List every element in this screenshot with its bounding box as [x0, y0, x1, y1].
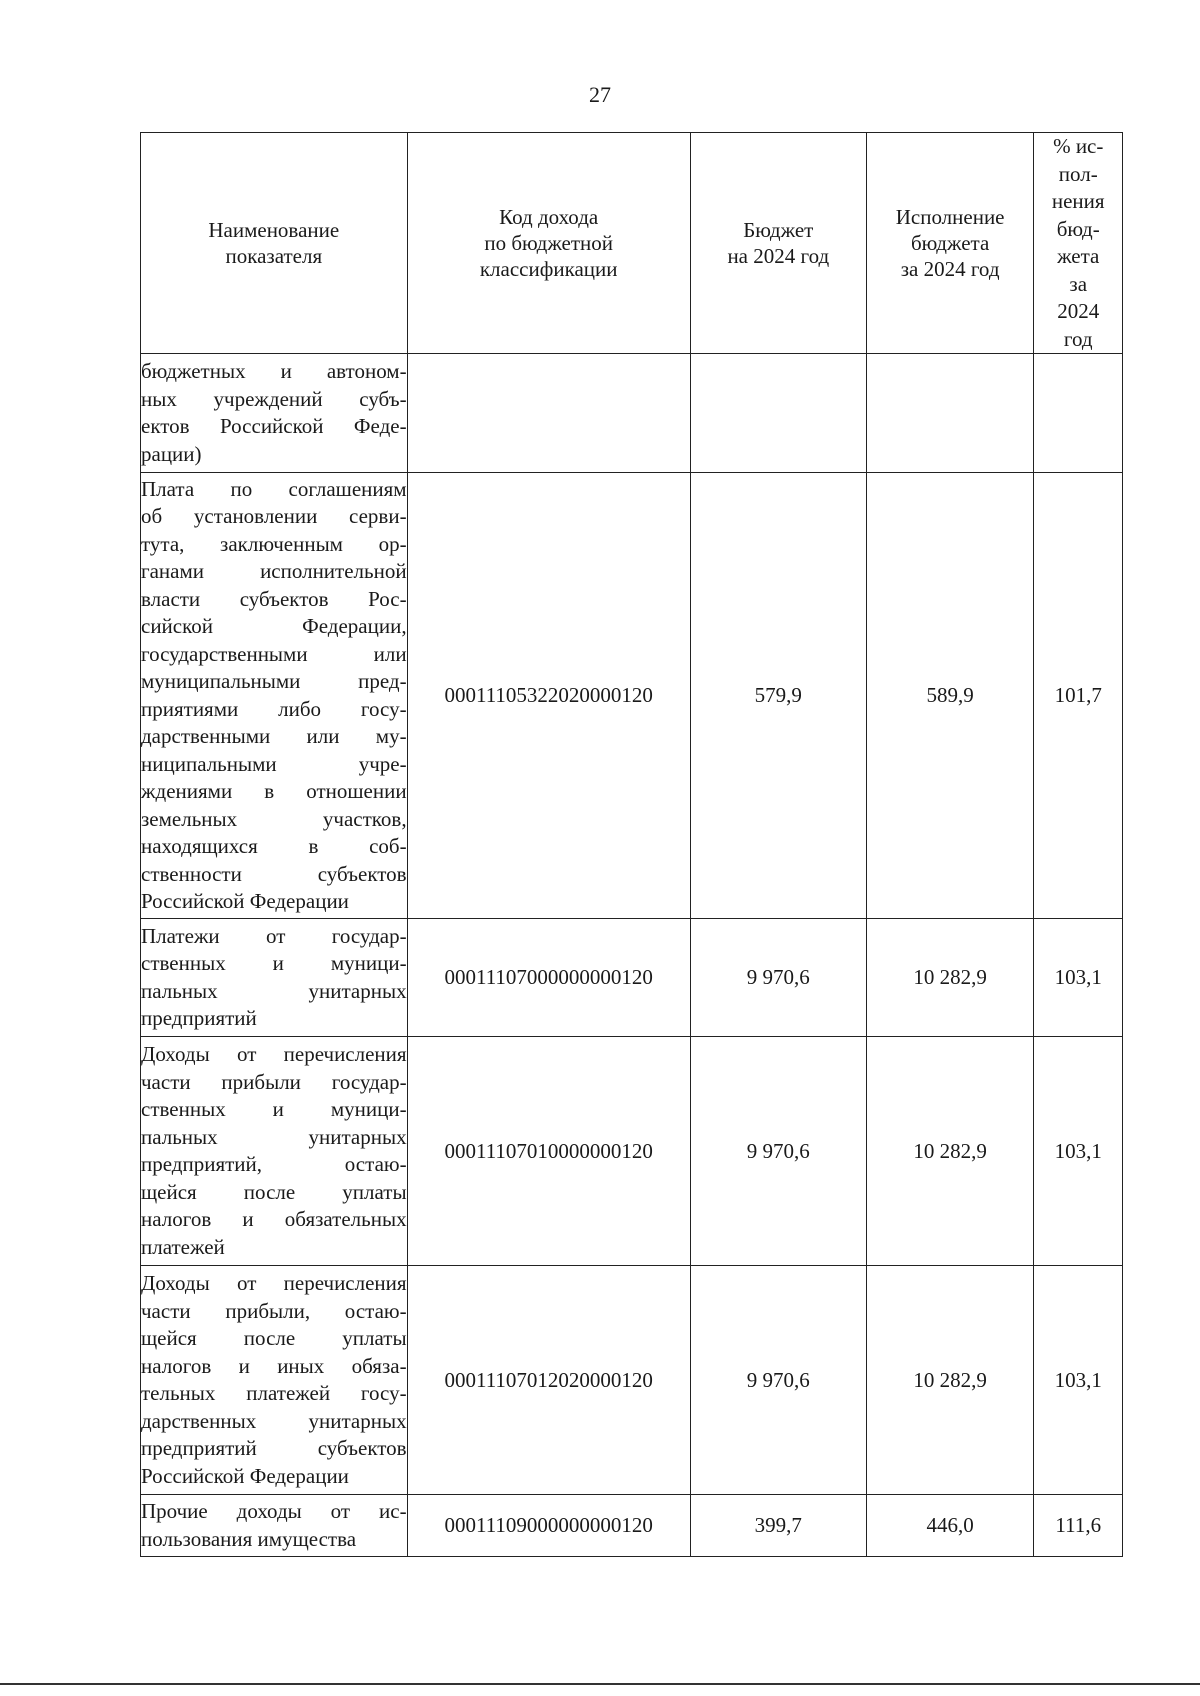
- row-name-line: ектов Российской Феде-: [141, 414, 407, 438]
- row-name-line: налогов и иных обяза-: [141, 1353, 407, 1378]
- row-name-line: муниципальными пред-: [141, 669, 407, 693]
- header-name: [141, 133, 408, 354]
- row-code: 00011105322020000120: [407, 473, 690, 919]
- row-name-line: части прибыли, остаю-: [141, 1298, 407, 1323]
- header-line: по бюджетной: [484, 231, 614, 255]
- table-row: [141, 473, 1123, 919]
- header-line: бюджета: [910, 231, 990, 255]
- bottom-rule: [0, 1683, 1200, 1685]
- header-line: на 2024 год: [727, 244, 830, 268]
- row-name-line: ственных и муници-: [141, 951, 407, 975]
- header-line: год: [1063, 326, 1093, 351]
- header-line: Наименование: [208, 218, 340, 242]
- row-name-line: щейся после уплаты: [141, 1179, 407, 1204]
- row-percent: 103,1: [1034, 1266, 1123, 1495]
- row-percent: [1034, 354, 1123, 473]
- row-name-line: ственности субъектов: [141, 861, 407, 886]
- header-line: нения: [1051, 189, 1105, 213]
- row-name-line: бюджетных и автоном-: [141, 359, 407, 383]
- row-name-line: ждениями в отношении: [141, 779, 407, 803]
- row-code: 00011107010000000120: [407, 1037, 690, 1266]
- row-execution: 10 282,9: [866, 1266, 1034, 1495]
- row-percent: 111,6: [1034, 1495, 1123, 1557]
- budget-execution-table: [140, 132, 1123, 1557]
- row-name-line: тельных платежей госу-: [141, 1381, 407, 1405]
- header-line: Исполнение: [895, 205, 1005, 229]
- table-row: [141, 919, 1123, 1037]
- row-execution: 10 282,9: [866, 919, 1034, 1037]
- row-name-line: пальных унитарных: [141, 978, 407, 1003]
- row-name-line: щейся после уплаты: [141, 1326, 407, 1350]
- row-budget: 399,7: [690, 1495, 866, 1557]
- row-code: 00011107012020000120: [407, 1266, 690, 1495]
- row-execution: [866, 354, 1034, 473]
- row-name-line: Доходы от перечисления: [141, 1271, 407, 1295]
- header-execution: [866, 133, 1034, 354]
- row-name-line: налогов и обязательных: [141, 1207, 407, 1231]
- row-execution: 10 282,9: [866, 1037, 1034, 1266]
- row-budget: 579,9: [690, 473, 866, 919]
- row-code: 00011109000000000120: [407, 1495, 690, 1557]
- header-line: классификации: [479, 257, 618, 281]
- header-line: бюд-: [1056, 216, 1100, 241]
- header-percent: [1034, 133, 1123, 354]
- row-percent: 101,7: [1034, 473, 1123, 919]
- table-row: [141, 1266, 1123, 1495]
- row-name: [141, 473, 408, 919]
- header-line: пол-: [1058, 161, 1098, 186]
- row-name-line: Прочие доходы от ис-: [141, 1499, 407, 1523]
- row-name-line: тута, заключенным ор-: [141, 531, 407, 556]
- row-execution: 589,9: [866, 473, 1034, 919]
- row-code: [407, 354, 690, 473]
- row-name-line: находящихся в соб-: [141, 834, 407, 858]
- row-name-line: сийской Федерации,: [141, 614, 407, 638]
- row-budget: 9 970,6: [690, 1266, 866, 1495]
- header-line: % ис-: [1053, 134, 1104, 158]
- row-execution: 446,0: [866, 1495, 1034, 1557]
- row-budget: 9 970,6: [690, 919, 866, 1037]
- header-line: за 2024 год: [900, 257, 1000, 281]
- row-budget: 9 970,6: [690, 1037, 866, 1266]
- row-name: [141, 1495, 408, 1557]
- header-line: за: [1069, 271, 1088, 296]
- header-line: жета: [1057, 244, 1100, 268]
- table-row: [141, 1037, 1123, 1266]
- table-row: [141, 354, 1123, 473]
- row-name-line: пользования имущества: [141, 1526, 357, 1551]
- row-name-line: Российской Федерации: [141, 889, 349, 913]
- row-name-line: приятиями либо госу-: [141, 696, 407, 721]
- page-number: 27: [589, 82, 611, 107]
- row-percent: 103,1: [1034, 1037, 1123, 1266]
- header-line: показателя: [225, 244, 323, 268]
- header-line: 2024: [1057, 299, 1100, 323]
- row-name-line: Российской Федерации: [141, 1463, 349, 1488]
- row-name-line: ганами исполнительной: [141, 559, 407, 583]
- row-name-line: Плата по соглашениям: [141, 476, 407, 501]
- row-code: 00011107000000000120: [407, 919, 690, 1037]
- row-name-line: Платежи от государ-: [141, 923, 407, 948]
- header-budget: [690, 133, 866, 354]
- table-row: [141, 1495, 1123, 1557]
- header-code: [407, 133, 690, 354]
- row-name-line: предприятий субъектов: [141, 1436, 407, 1460]
- row-name-line: об установлении серви-: [141, 504, 407, 528]
- row-name-line: ниципальными учре-: [141, 751, 407, 776]
- row-name-line: земельных участков,: [141, 806, 407, 831]
- row-name-line: дарственных унитарных: [141, 1408, 407, 1433]
- row-name-line: ных учреждений субъ-: [141, 386, 407, 411]
- row-name-line: власти субъектов Рос-: [141, 586, 407, 611]
- row-name-line: пальных унитарных: [141, 1124, 407, 1149]
- row-name-line: ственных и муници-: [141, 1097, 407, 1121]
- row-name-line: части прибыли государ-: [141, 1069, 407, 1094]
- row-percent: 103,1: [1034, 919, 1123, 1037]
- row-name: [141, 1037, 408, 1266]
- row-name: [141, 1266, 408, 1495]
- row-name-line: государственными или: [141, 641, 407, 666]
- header-line: Код дохода: [499, 205, 599, 229]
- row-name-line: предприятий: [141, 1006, 257, 1030]
- row-name: [141, 354, 408, 473]
- row-name-line: дарственными или му-: [141, 724, 407, 748]
- row-name-line: рации): [141, 441, 202, 466]
- table-header-row: [141, 133, 1123, 354]
- row-name-line: платежей: [141, 1234, 225, 1259]
- row-name-line: Доходы от перечисления: [141, 1042, 407, 1066]
- row-budget: [690, 354, 866, 473]
- row-name-line: предприятий, остаю-: [141, 1152, 407, 1176]
- header-line: Бюджет: [743, 218, 814, 242]
- row-name: [141, 919, 408, 1037]
